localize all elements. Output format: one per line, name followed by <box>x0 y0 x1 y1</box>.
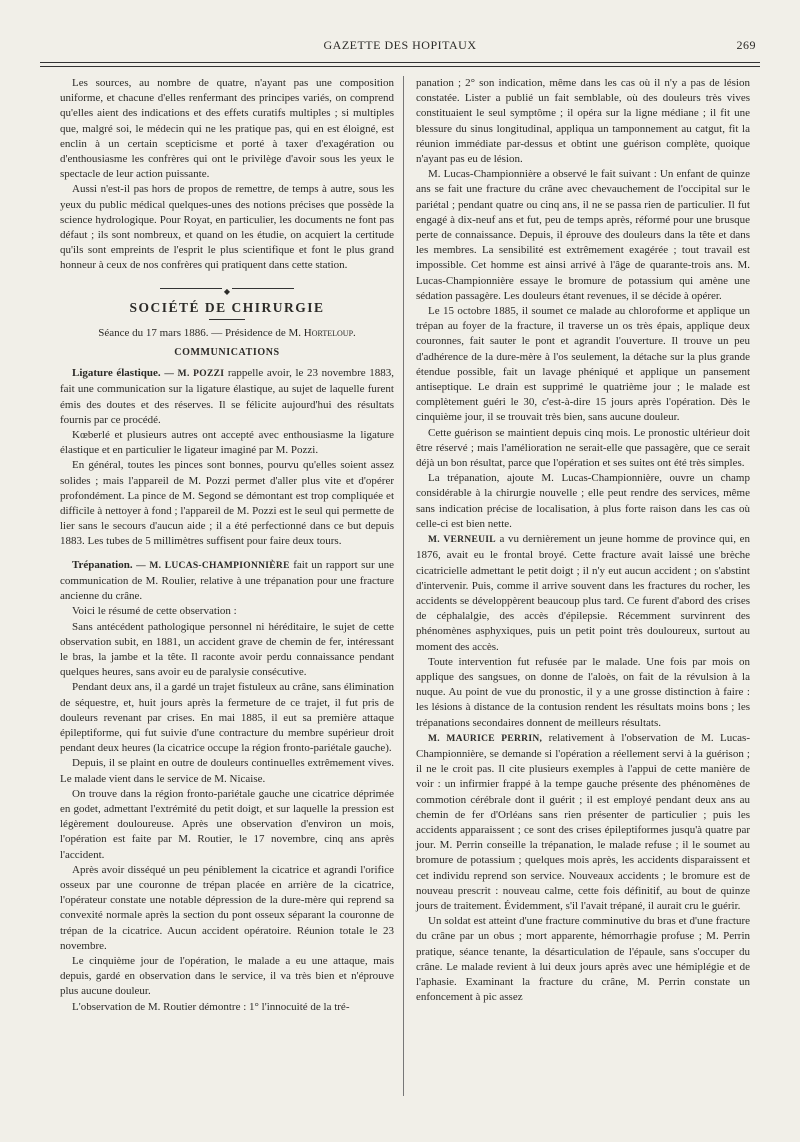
paragraph-ligature <box>60 366 394 428</box>
paragraph-verneuil <box>416 532 750 655</box>
header-rule-thin <box>40 66 760 67</box>
paragraph: panation ; 2° son indication, même dans les cas où il n'y a pas de lésion constatée. Lister a publié un fait semblable, où des douleurs très vives constituaient le seul symptôme ; il opéra sur la ligne médiane ; il fit une blessure du sinus longitudinal, appliqua un tamponnement au catgut, fit la réunion immédiate par-dessus et obtint une guérison complète, quoique n'ayant pas eu de lésion. <box>416 77 750 166</box>
short-rule <box>209 319 245 320</box>
page-header <box>40 36 760 56</box>
paragraph: Un soldat est atteint d'une fracture comminutive du bras et d'une fracture du crâne par un obus ; mort apparente, hémorrhagie profuse ; M. Perrin pratique, séance tenante, la désarticulation de l'épaule, sans s'occuper du crâne. Le malade revient à lui deux jours après avec une hémiplégie et de l'aphasie. Examinant la fracture du crâne, M. Perrin constate un enfoncement à pic assez <box>416 915 750 1004</box>
paragraph: Kœberlé et plusieurs autres ont accepté avec enthousiasme la ligature élastique et en particulier le ligateur imaginé par M. Pozzi. <box>60 429 394 457</box>
paragraph: Après avoir disséqué un peu péniblement la cicatrice et agrandi l'orifice osseux par une couronne de trépan placée en arrière de la cicatrice, l'opérateur constate une notable dépression de la dure-mère qui reprend sa convexité normale après la section du pont osseux séparant la couronne de trépan de la cicatrice. Aucun accident opératoire. Réunion totale le 23 novembre. <box>60 863 394 952</box>
speaker-verneuil: M. VERNEUIL <box>428 535 496 546</box>
rubric-trepanation: Trépanation. <box>72 558 133 571</box>
right-column <box>416 76 750 1005</box>
seance-text: Séance du 17 mars 1886. — Présidence de M. <box>98 326 302 339</box>
paragraph: L'observation de M. Routier démontre : 1° l'innocuité de la tré- <box>72 1000 350 1013</box>
trepanation-text: fait un rapport sur une communication de M. Roulier, relative à une trépanation pour une fracture ancienne du crâne. <box>60 558 395 603</box>
speaker-pozzi: — M. POZZI <box>164 369 225 380</box>
speaker-lucas-championniere: — M. LUCAS-CHAMPIONNIÈRE <box>136 560 290 571</box>
paragraph: Les sources, au nombre de quatre, n'ayant pas une composition uniforme, et chacune d'elles renfermant des principes variés, on comprend qu'elles aient des indications et des effets curatifs multiples ; si multiples que, malgré soi, le médecin qui ne les pratique pas, qui en est éloigné, est enclin à un certain scepticisme et porté à taxer d'exagération ou d'enthousiasme les confrères qui ont le privilège d'avoir sous les yeux le spectacle de leur action puissante. <box>60 77 394 181</box>
section-title: SOCIÉTÉ DE CHIRURGIE <box>129 299 325 315</box>
paragraph: Le 15 octobre 1885, il soumet ce malade au chloroforme et applique un trépan au foyer de la fracture, il traverse un os très épais, applique deux couronnes, fait sauter le pont et agrandit l'ouverture. Il trouve un peu d'adhérence de la dure-mère à l'os seulement, la détache sur la plus grande étendue possible, fait un lavage phéniqué et applique un pansement antiseptique. Le drain est supprimé le quatrième jour ; le malade est complètement guéri le 30, c'est-à-dire 15 jours après l'opération. Dès le cinquième jour, il se trouvait très bien, sans aucune douleur. <box>416 305 750 424</box>
perrin-text: relativement à l'observation de M. Lucas-Championnière, se demande si l'opération a réellement servi à la guérison ; il ne le croit pas. Il cite plusieurs exemples à l'appui de cette manière de voir : un infirmier frappé à la tempe gauche présente des phénomènes de commotion cérébrale dont il guérit ; il est employé pendant deux ans au chemin de fer d'Orléans sans rien présenter de particulier ; puis les accidents apparaissent ; ce sont des crises épileptiformes jusqu'à quatre par jour. M. Perrin conseille la trépanation, le malade refuse ; il le soumet au bromure de potassium ; quelques mois après, les accidents disparaissent et cet individu reprend son service. Nouveaux accidents ; le bromure est de nouveau prescrit : nouveau calme, cette fois définitif, au bout de quinze jours de traitement. Évidemment, s'il l'avait trépané, il aurait cru le guérir. <box>416 731 750 912</box>
ligature-text: rappelle avoir, le 23 novembre 1883, fait une communication sur la ligature élastique, au sujet de laquelle furent émis des doutes et des réserves. Il se félicite aujourd'hui des résultats fournis par ce procédé. <box>60 367 395 426</box>
paragraph: Pendant deux ans, il a gardé un trajet fistuleux au crâne, sans élimination de séquestre, et, huit jours après la fermeture de ce trajet, il fut pris de douleurs revenant par crises. En mai 1885, il eut sa première attaque épileptiforme, qui fut suivie d'une contracture du membre supérieur droit pendant deux heures (la cicatrice occupe la région fronto-pariétale gauche). <box>60 681 394 755</box>
paragraph: Sans antécédent pathologique personnel ni héréditaire, le sujet de cette observation subit, en 1881, un accident grave de chemin de fer, intéressant le bras, la jambe et la tête. Il raconte avoir perdu connaissance pendant quelques heures, sans avoir eu de paralysie consécutive. <box>60 620 394 679</box>
president-name: Horteloup. <box>303 326 356 339</box>
paragraph: Voici le résumé de cette observation : <box>72 605 237 618</box>
paragraph: On trouve dans la région fronto-pariétale gauche une cicatrice déprimée en godet, admettant l'extrémité du petit doigt, et sur laquelle la pression est légèrement douloureuse. Après une observation d'environ un mois, l'opération est faite par M. Routier, le 17 novembre, cinq ans après l'accident. <box>60 787 394 861</box>
seance-line <box>60 326 394 341</box>
speaker-perrin: M. MAURICE PERRIN, <box>428 733 543 744</box>
verneuil-text: a vu dernièrement un jeune homme de province qui, en 1876, avait eu le frontal broyé. Cette fracture avait laissé une brèche cicatricielle admettant le petit doigt ; il n'y eut aucun accident ; on s'abstint d'intervenir. Puis, comme il arrive souvent dans les fractures du rocher, les accidents se développèrent beaucoup plus tard. Ce furent d'abord des crises de céphalalgie, des accès d'épilepsie. Récemment survinrent des phénomènes asphyxiques, puis un petit point très douloureux, surtout au moment des accès. <box>416 533 751 653</box>
paragraph: M. Lucas-Championnière a observé le fait suivant : Un enfant de quinze ans se fait une fracture du crâne avec chevauchement de l'occipital sur le pariétal ; pendant quatre ou cinq ans, il ne se passa rien de particulier. Il fut engagé à dix-neuf ans et fut, peu de temps après, réformé pour une brusque perte de connaissance. Depuis, il éprouve des douleurs dans la tête et dans les membres. La sensibilité est extrêmement exagérée ; tout travail est impossible. Cet homme est ainsi arrivé à l'âge de quarante-trois ans. M. Lucas-Championnière essaye le bromure de potassium qui amène une sédation passagère. Les douleurs étant revenues, il se décide à opérer. <box>416 168 750 302</box>
paragraph: Aussi n'est-il pas hors de propos de remettre, de temps à autre, sous les yeux du public médical quelques-unes des notions précises que possède la science hydrologique. Pour Royat, en particulier, les documents ne font pas défaut ; ils sont nombreux, et quand on les étudie, on acquiert la certitude qu'ils sont empreints de l'esprit le plus scientifique et font le plus grand honneur à ceux de nos confrères qui pratiquent dans cette station. <box>60 183 394 272</box>
left-column <box>60 76 394 1015</box>
page-number: 269 <box>736 38 756 52</box>
paragraph: La trépanation, ajoute M. Lucas-Championnière, ouvre un champ considérable à la chirurgie nouvelle ; elle peut rendre des services, même sans indication précise de localisation, à plus forte raison dans les cas où celle-ci est bien nette. <box>416 472 750 530</box>
ornament-glyph: ◆ <box>223 286 231 296</box>
header-rule-thick <box>40 62 760 63</box>
paragraph: Toute intervention fut refusée par le malade. Une fois par mois on applique des sangsues, on donne de l'aloès, on fait de la révulsion à la nuque. Au point de vue du pronostic, il y a une grosse distinction à faire : les lésions à distance de la contusion rendent les résultats moins bons ; les trépanations secondaires donnent de meilleurs résultats. <box>416 655 750 729</box>
paragraph: En général, toutes les pinces sont bonnes, pourvu qu'elles soient assez solides ; mais l'appareil de M. Pozzi permet d'aller plus vite et d'opérer profondément. La pince de M. Segond se démontant est trop compliquée et difficile à nettoyer à fond ; l'appareil de M. Pozzi est le seul qui permette de lier sans le secours d'aucun aide ; il a été perfectionné dans ce but depuis 1883. Les tubes de 5 millimètres suffisent pour faire deux tours. <box>60 459 394 548</box>
running-title: GAZETTE DES HOPITAUX <box>323 38 477 52</box>
column-separator <box>403 76 404 1096</box>
rubric-ligature: Ligature élastique. <box>72 367 161 380</box>
paragraph-trepanation <box>60 558 394 605</box>
communications-heading: COMMUNICATIONS <box>174 347 280 359</box>
paragraph: Cette guérison se maintient depuis cinq mois. Le pronostic ultérieur doit être réservé ; mais l'amélioration ne serait-elle que passagère, que ce serait déjà un bon résultat, parce que l'opération et ses suites ont été très simples. <box>416 426 750 470</box>
paragraph: Depuis, il se plaint en outre de douleurs continuelles extrêmement vives. Le malade vient dans le service de M. Nicaise. <box>60 757 394 785</box>
paragraph-perrin <box>416 731 750 914</box>
paragraph: Le cinquième jour de l'opération, le malade a eu une attaque, mais depuis, gardé en observation dans le service, il va très bien et n'éprouve plus aucune douleur. <box>60 954 394 998</box>
section-ornament <box>60 284 394 296</box>
